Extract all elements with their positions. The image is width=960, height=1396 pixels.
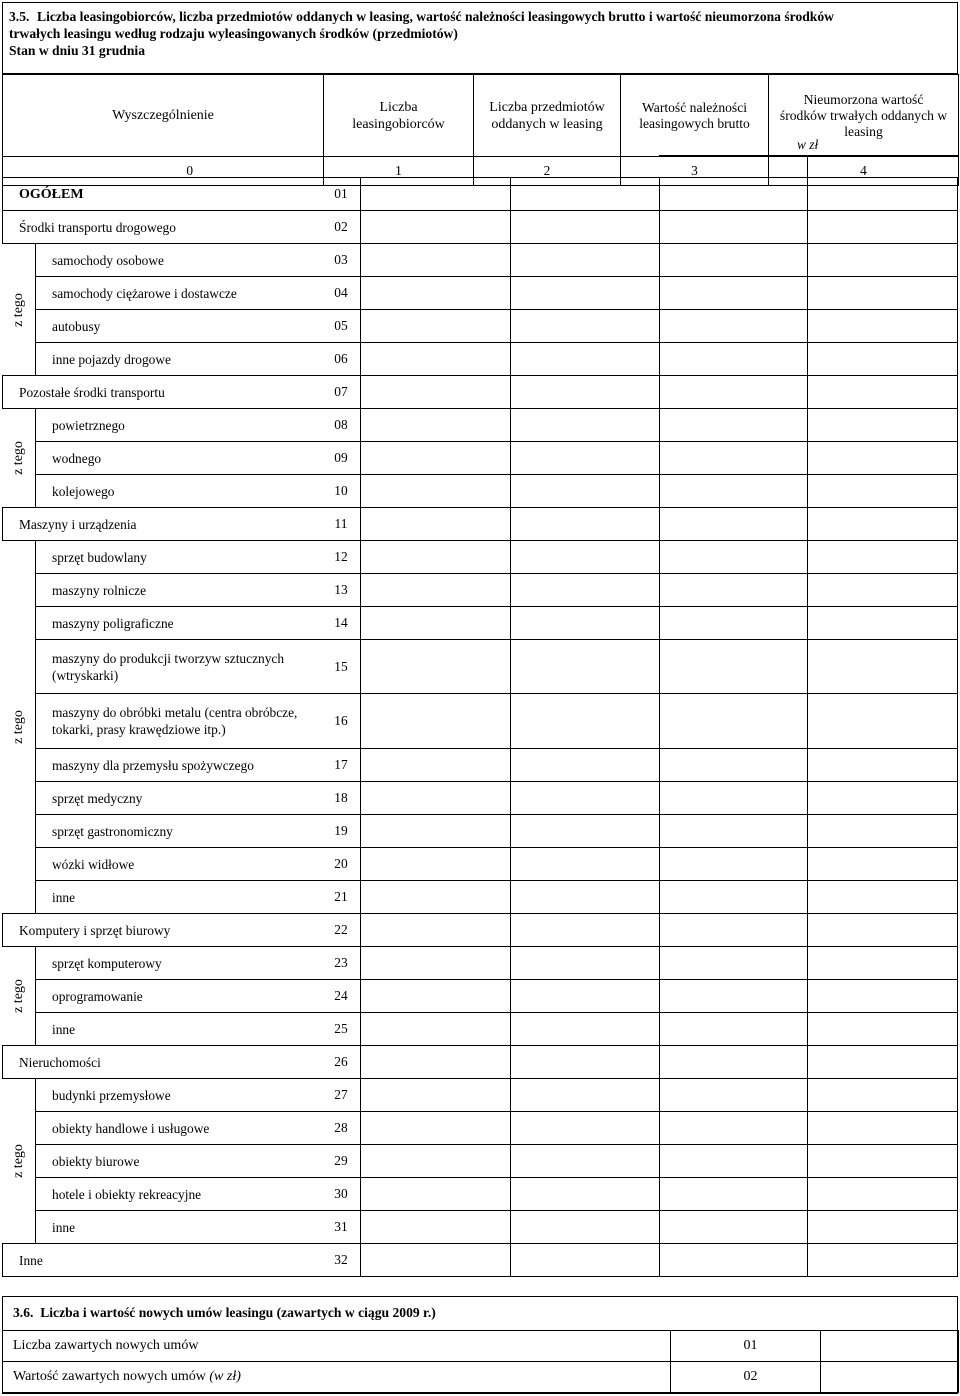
row-label: Komputery i sprzęt biurowy	[2, 913, 322, 946]
value-cell[interactable]	[360, 1210, 510, 1243]
value-cell[interactable]	[659, 375, 807, 408]
row-label: Maszyny i urządzenia	[2, 507, 322, 540]
value-cell[interactable]	[807, 781, 958, 814]
value-cell[interactable]	[807, 847, 958, 880]
row-code: 21	[322, 880, 360, 913]
value-cell[interactable]	[659, 540, 807, 573]
value-cell[interactable]	[360, 1111, 510, 1144]
value-cell[interactable]	[807, 946, 958, 979]
row-code: 28	[322, 1111, 360, 1144]
value-cell[interactable]	[807, 1111, 958, 1144]
value-cell[interactable]	[821, 1331, 959, 1362]
value-cell[interactable]	[360, 946, 510, 979]
header-wartosc-naleznosci: Wartość należności leasingowych brutto	[621, 75, 769, 157]
value-cell[interactable]	[360, 1045, 510, 1078]
value-cell[interactable]	[807, 573, 958, 606]
row-code: 19	[322, 814, 360, 847]
row-label: hotele i obiekty rekreacyjne	[35, 1177, 322, 1210]
z-tego-group	[2, 1078, 35, 1243]
value-cell[interactable]	[659, 243, 807, 276]
table-row	[3, 1362, 959, 1393]
value-cell[interactable]	[510, 342, 659, 375]
row-code: 10	[322, 474, 360, 507]
row-label: maszyny poligraficzne	[35, 606, 322, 639]
row-label: inne	[35, 880, 322, 913]
value-cell[interactable]	[360, 1012, 510, 1045]
section-3-6-text: Liczba i wartość nowych umów leasingu (zawartych w ciągu 2009 r.)	[40, 1305, 436, 1320]
index-2: 2	[474, 157, 621, 186]
value-cell[interactable]	[510, 1177, 659, 1210]
value-cell[interactable]	[510, 748, 659, 781]
unit-label-visible: w zł	[797, 137, 819, 152]
row-code: 03	[322, 243, 360, 276]
value-cell[interactable]	[510, 781, 659, 814]
row-code: 16	[322, 693, 360, 748]
leasing-table	[2, 74, 959, 186]
row-code: 25	[322, 1012, 360, 1045]
value-cell[interactable]	[807, 693, 958, 748]
row-label: inne	[35, 1210, 322, 1243]
row-code: 14	[322, 606, 360, 639]
row-code: 05	[322, 309, 360, 342]
z-tego-group	[2, 243, 35, 375]
z-tego-label: z tego	[10, 979, 26, 1013]
value-cell[interactable]	[510, 276, 659, 309]
row-label: Pozostałe środki transportu	[2, 375, 322, 408]
value-cell[interactable]	[807, 913, 958, 946]
value-cell[interactable]	[659, 1177, 807, 1210]
value-cell[interactable]	[510, 1045, 659, 1078]
value-cell[interactable]	[807, 1144, 958, 1177]
row-unit: (w zł)	[209, 1369, 241, 1384]
value-cell[interactable]	[659, 1144, 807, 1177]
value-cell[interactable]	[659, 573, 807, 606]
value-cell[interactable]	[360, 847, 510, 880]
row-code: 15	[322, 639, 360, 693]
value-cell[interactable]	[510, 1078, 659, 1111]
row-label: Inne	[2, 1243, 322, 1276]
row-code: 07	[322, 375, 360, 408]
row-label: autobusy	[35, 309, 322, 342]
value-cell[interactable]	[360, 781, 510, 814]
value-cell[interactable]	[510, 573, 659, 606]
value-cell[interactable]	[510, 1012, 659, 1045]
row-label: OGÓŁEM	[2, 177, 322, 210]
value-cell[interactable]	[659, 1210, 807, 1243]
value-cell[interactable]	[659, 474, 807, 507]
value-cell[interactable]	[510, 946, 659, 979]
value-cell[interactable]	[360, 913, 510, 946]
section-number: 3.5.	[9, 9, 30, 24]
value-cell[interactable]	[807, 1045, 958, 1078]
value-cell[interactable]	[659, 847, 807, 880]
row-code: 22	[322, 913, 360, 946]
value-cell[interactable]	[510, 210, 659, 243]
value-cell[interactable]	[510, 408, 659, 441]
row-code: 02	[322, 210, 360, 243]
row-label: samochody ciężarowe i dostawcze	[35, 276, 322, 309]
header-liczba-leasingobiorcow: Liczba leasingobiorców	[324, 75, 474, 157]
value-cell[interactable]	[510, 1144, 659, 1177]
row-code: 32	[322, 1243, 360, 1276]
row-code: 02	[671, 1362, 821, 1393]
row-code: 12	[322, 540, 360, 573]
row-label: powietrznego	[35, 408, 322, 441]
value-cell[interactable]	[659, 639, 807, 693]
value-cell[interactable]	[360, 573, 510, 606]
row-label: wózki widłowe	[35, 847, 322, 880]
table-row	[3, 1331, 959, 1362]
value-cell[interactable]	[360, 814, 510, 847]
index-1: 1	[324, 157, 474, 186]
row-code: 08	[322, 408, 360, 441]
value-cell[interactable]	[807, 1243, 958, 1276]
value-cell[interactable]	[659, 979, 807, 1012]
value-cell[interactable]	[510, 639, 659, 693]
value-cell[interactable]	[807, 814, 958, 847]
row-code: 24	[322, 979, 360, 1012]
value-cell[interactable]	[659, 880, 807, 913]
value-cell[interactable]	[807, 309, 958, 342]
unit-divider	[659, 155, 958, 156]
value-cell[interactable]	[510, 1111, 659, 1144]
value-cell[interactable]	[360, 1177, 510, 1210]
value-cell[interactable]	[807, 748, 958, 781]
value-cell[interactable]	[360, 309, 510, 342]
row-label: inne pojazdy drogowe	[35, 342, 322, 375]
row-code: 27	[322, 1078, 360, 1111]
value-cell[interactable]	[807, 342, 958, 375]
row-code: 01	[322, 177, 360, 210]
value-cell[interactable]	[510, 540, 659, 573]
value-cell[interactable]	[807, 474, 958, 507]
value-cell[interactable]	[360, 408, 510, 441]
row-label: wodnego	[35, 441, 322, 474]
value-cell[interactable]	[659, 1078, 807, 1111]
value-cell[interactable]	[807, 243, 958, 276]
value-cell[interactable]	[659, 913, 807, 946]
row-label: samochody osobowe	[35, 243, 322, 276]
row-code: 17	[322, 748, 360, 781]
value-cell[interactable]	[659, 1045, 807, 1078]
value-cell[interactable]	[807, 606, 958, 639]
header-nieumorzona-wartosc: Nieumorzona wartość środków trwałych oddanych w leasing	[769, 75, 959, 157]
row-label: sprzęt budowlany	[35, 540, 322, 573]
value-cell[interactable]	[659, 408, 807, 441]
value-cell[interactable]	[510, 309, 659, 342]
value-cell[interactable]	[659, 177, 807, 210]
value-cell[interactable]	[659, 309, 807, 342]
row-label: sprzęt komputerowy	[35, 946, 322, 979]
row-code: 13	[322, 573, 360, 606]
row-label: Liczba zawartych nowych umów	[3, 1331, 671, 1362]
row-label: Nieruchomości	[2, 1045, 322, 1078]
value-cell[interactable]	[807, 1078, 958, 1111]
row-label: sprzęt medyczny	[35, 781, 322, 814]
value-cell[interactable]	[659, 748, 807, 781]
row-code: 11	[322, 507, 360, 540]
value-cell[interactable]	[807, 408, 958, 441]
value-cell[interactable]	[510, 693, 659, 748]
value-cell[interactable]	[659, 606, 807, 639]
value-cell[interactable]	[360, 507, 510, 540]
value-cell[interactable]	[659, 781, 807, 814]
value-cell[interactable]	[659, 342, 807, 375]
value-cell[interactable]	[807, 177, 958, 210]
row-code: 04	[322, 276, 360, 309]
row-label: oprogramowanie	[35, 979, 322, 1012]
value-cell[interactable]	[510, 375, 659, 408]
value-cell[interactable]	[360, 540, 510, 573]
value-cell[interactable]	[807, 1210, 958, 1243]
value-cell[interactable]	[510, 913, 659, 946]
row-label: maszyny do produkcji tworzyw sztucznych (wtryskarki)	[35, 639, 322, 693]
value-cell[interactable]	[510, 441, 659, 474]
value-cell[interactable]	[807, 540, 958, 573]
value-cell[interactable]	[360, 880, 510, 913]
value-cell[interactable]	[807, 880, 958, 913]
row-label: kolejowego	[35, 474, 322, 507]
value-cell[interactable]	[807, 979, 958, 1012]
row-code: 23	[322, 946, 360, 979]
value-cell[interactable]	[807, 507, 958, 540]
row-code: 29	[322, 1144, 360, 1177]
value-cell[interactable]	[807, 1177, 958, 1210]
value-cell[interactable]	[510, 847, 659, 880]
value-cell[interactable]	[510, 606, 659, 639]
value-cell[interactable]	[807, 441, 958, 474]
row-label: sprzęt gastronomiczny	[35, 814, 322, 847]
value-cell[interactable]	[807, 639, 958, 693]
row-code: 26	[322, 1045, 360, 1078]
value-cell[interactable]	[510, 474, 659, 507]
value-cell[interactable]	[510, 880, 659, 913]
value-cell[interactable]	[360, 342, 510, 375]
value-cell[interactable]	[360, 693, 510, 748]
row-label: maszyny dla przemysłu spożywczego	[35, 748, 322, 781]
value-cell[interactable]	[659, 814, 807, 847]
row-label: Wartość zawartych nowych umów	[13, 1369, 206, 1384]
value-cell[interactable]	[360, 639, 510, 693]
title-line-2: trwałych leasingu według rodzaju wyleasingowanych środków (przedmiotów)	[9, 26, 458, 41]
value-cell[interactable]	[659, 1012, 807, 1045]
value-cell[interactable]	[360, 1144, 510, 1177]
title-line-3: Stan w dniu 31 grudnia	[9, 43, 145, 58]
row-label: obiekty handlowe i usługowe	[35, 1111, 322, 1144]
row-code: 30	[322, 1177, 360, 1210]
row-label: Środki transportu drogowego	[2, 210, 322, 243]
value-cell[interactable]	[360, 748, 510, 781]
header-wyszczegolnienie: Wyszczególnienie	[3, 75, 324, 157]
section-3-6-number: 3.6.	[13, 1305, 34, 1320]
value-cell[interactable]	[360, 979, 510, 1012]
z-tego-label: z tego	[10, 710, 26, 744]
row-code: 20	[322, 847, 360, 880]
value-cell[interactable]	[360, 474, 510, 507]
row-code: 09	[322, 441, 360, 474]
row-label: maszyny do obróbki metalu (centra obróbcze, tokarki, prasy krawędziowe itp.)	[35, 693, 322, 748]
value-cell[interactable]	[510, 814, 659, 847]
section-3-6-title	[13, 1305, 436, 1321]
row-label: budynki przemysłowe	[35, 1078, 322, 1111]
value-cell[interactable]	[360, 375, 510, 408]
value-cell[interactable]	[659, 276, 807, 309]
row-code: 01	[671, 1331, 821, 1362]
value-cell[interactable]	[659, 1243, 807, 1276]
z-tego-group	[2, 946, 35, 1045]
value-cell[interactable]	[360, 177, 510, 210]
value-cell[interactable]	[659, 1111, 807, 1144]
row-label-wrap	[3, 1362, 671, 1393]
value-cell[interactable]	[360, 243, 510, 276]
index-4: 4	[769, 157, 959, 186]
value-cell[interactable]	[510, 979, 659, 1012]
value-cell[interactable]	[510, 1243, 659, 1276]
z-tego-label: z tego	[10, 441, 26, 475]
z-tego-label: z tego	[10, 1144, 26, 1178]
col-divider-34	[807, 155, 808, 177]
table-bottom-border	[2, 1276, 958, 1277]
value-cell[interactable]	[659, 507, 807, 540]
value-cell[interactable]	[659, 441, 807, 474]
value-cell[interactable]	[360, 210, 510, 243]
value-cell[interactable]	[659, 210, 807, 243]
row-code: 06	[322, 342, 360, 375]
section-title	[9, 8, 953, 25]
section-header	[2, 2, 958, 74]
value-cell[interactable]	[659, 693, 807, 748]
value-cell[interactable]	[510, 1210, 659, 1243]
value-cell[interactable]	[360, 606, 510, 639]
row-label: obiekty biurowe	[35, 1144, 322, 1177]
value-cell[interactable]	[821, 1362, 959, 1393]
value-cell[interactable]	[360, 1078, 510, 1111]
row-code: 18	[322, 781, 360, 814]
value-cell[interactable]	[807, 276, 958, 309]
value-cell[interactable]	[807, 1012, 958, 1045]
value-cell[interactable]	[807, 210, 958, 243]
header-liczba-przedmiotow: Liczba przedmiotów oddanych w leasing	[474, 75, 621, 157]
value-cell[interactable]	[807, 375, 958, 408]
z-tego-group	[2, 540, 35, 913]
value-cell[interactable]	[360, 1243, 510, 1276]
title-line-1: Liczba leasingobiorców, liczba przedmiotów oddanych w leasing, wartość należności leasingowych brutto i wartość nieumorzona środków	[37, 9, 834, 24]
value-cell[interactable]	[510, 243, 659, 276]
value-cell[interactable]	[510, 507, 659, 540]
index-0: 0	[3, 157, 324, 186]
row-label: maszyny rolnicze	[35, 573, 322, 606]
index-3: 3	[621, 157, 769, 186]
value-cell[interactable]	[360, 276, 510, 309]
row-code: 31	[322, 1210, 360, 1243]
row-label: inne	[35, 1012, 322, 1045]
value-cell[interactable]	[659, 946, 807, 979]
value-cell[interactable]	[360, 441, 510, 474]
z-tego-label: z tego	[10, 292, 26, 327]
z-tego-group	[2, 408, 35, 507]
section-3-6-table	[2, 1330, 959, 1393]
value-cell[interactable]	[510, 177, 659, 210]
